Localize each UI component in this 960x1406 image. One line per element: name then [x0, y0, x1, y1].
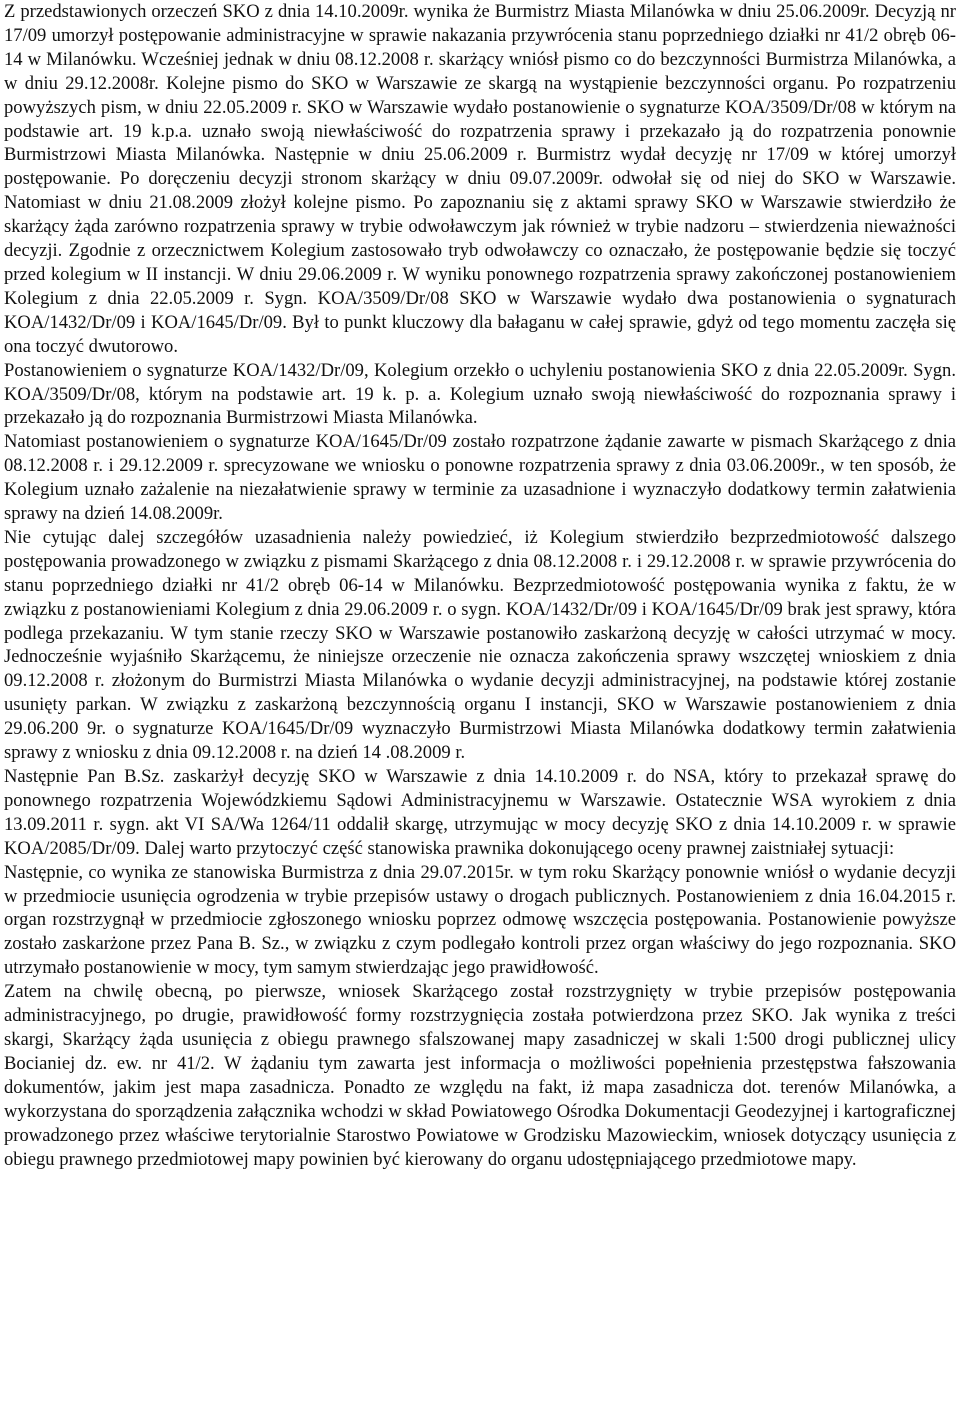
document-body [4, 0, 956, 1171]
paragraph-7: Zatem na chwilę obecną, po pierwsze, wniosek Skarżącego został rozstrzygnięty w trybie przepisów postępowania administracyjnego, po drugie, prawidłowość formy rozstrzygnięcia została potwierdzona przez SKO. Jak wynika z treści skargi, Skarżący żąda usunięcia z obiegu prawnego sfalszowanej mapy zasadniczej w skali 1:500 drogi publicznej ulicy Bocianiej dz. ew. nr 41/2. W żądaniu tym zawarta jest informacja o możliwości popełnienia przestępstwa fałszowania dokumentów, jakim jest mapa zasadnicza. Ponadto ze względu na fakt, iż mapa zasadnicza dot. terenów Milanówka, a wykorzystana do sporządzenia załącznika wchodzi w skład Powiatowego Ośrodka Dokumentacji Geodezyjnej i kartograficznej prowadzonego przez właściwe terytorialnie Starostwo Powiatowe w Grodzisku Mazowieckim, wniosek dotyczący usunięcia z obiegu prawnego przedmiotowej mapy powinien być kierowany do organu udostępniającego przedmiotowe mapy. [4, 981, 956, 1170]
paragraph-1: Z przedstawionych orzeczeń SKO z dnia 14.10.2009r. wynika że Burmistrz Miasta Milanówka w dniu 25.06.2009r. Decyzją nr 17/09 umorzył postępowanie administracyjne w sprawie nakazania przywrócenia stanu poprzedniego działki nr 41/2 obręb 06-14 w Milanówku. Wcześniej jednak w dniu 08.12.2008 r. skarżący wniósł pismo co do bezczynności Burmistrza Milanówka, a w dniu 29.12.2008r. Kolejne pismo do SKO w Warszawie ze skargą na wystąpienie bezczynności organu. Po rozpatrzeniu powyższych pism, w dniu 22.05.2009 r. SKO w Warszawie wydało postanowienie o sygnaturze KOA/3509/Dr/08 w którym na podstawie art. 19 k.p.a. uznało swoją niewłaściwość do rozpatrzenia sprawy i przekazało ją do rozpatrzenia ponownie Burmistrzowi Miasta Milanówka. Następnie w dniu 25.06.2009 r. Burmistrz wydał decyzję nr 17/09 w której umorzył postępowanie. Po doręczeniu decyzji stronom skarżący w dniu 09.07.2009r. odwołał się od niej do SKO w Warszawie. Natomiast w dniu 21.08.2009 złożył kolejne pismo. Po zapoznaniu się z aktami sprawy SKO w Warszawie stwierdziło że skarżący żąda zarówno rozpatrzenia sprawy w trybie odwoławczym jak również w trybie nadzoru – stwierdzenia nieważności decyzji. Zgodnie z orzecznictwem Kolegium zastosowało tryb odwoławczy co oznaczało, że postępowanie będzie się toczyć przed kolegium w II instancji. W dniu 29.06.2009 r. W wyniku ponownego rozpatrzenia sprawy zakończonej postanowieniem Kolegium z dnia 22.05.2009 r. Sygn. KOA/3509/Dr/08 SKO w Warszawie wydało dwa postanowienia o sygnaturach KOA/1432/Dr/09 i KOA/1645/Dr/09. Był to punkt kluczowy dla bałaganu w całej sprawie, gdyż od tego momentu zaczęła się ona toczyć dwutorowo. [4, 1, 956, 357]
paragraph-4: Nie cytując dalej szczegółów uzasadnienia należy powiedzieć, iż Kolegium stwierdziło bezprzedmiotowość dalszego postępowania prowadzonego w związku z pismami Skarżącego z dnia 08.12.2008 r. i 29.12.2008 r. w sprawie przywrócenia do stanu poprzedniego działki nr 41/2 obręb 06-14 w Milanówku. Bezprzedmiotowość postępowania wynika z faktu, że w związku z postanowieniami Kolegium z dnia 29.06.2009 r. o sygn. KOA/1432/Dr/09 i KOA/1645/Dr/09 brak jest sprawy, która podlega przekazaniu. W tym stanie rzeczy SKO w Warszawie postanowiło zaskarżoną decyzję w całości utrzymać w mocy. Jednocześnie wyjaśniło Skarżącemu, że niniejsze orzeczenie nie oznacza zakończenia sprawy wszczętej wnioskiem z dnia 09.12.2008 r. złożonym do Burmistrzi Miasta Milanówka o wydanie decyzji administracyjnej, na podstawie której zostanie usunięty parkan. W związku z zaskarżoną bezczynnością organu I instancji, SKO w Warszawie postanowieniem z dnia 29.06.200 9r. o sygnaturze KOA/1645/Dr/09 wyznaczyło Burmistrzowi Miasta Milanówka dodatkowy termin załatwienia sprawy z wniosku z dnia 09.12.2008 r. na dzień 14 .08.2009 r. [4, 526, 956, 764]
paragraph-5: Następnie Pan B.Sz. zaskarżył decyzję SKO w Warszawie z dnia 14.10.2009 r. do NSA, który to przekazał sprawę do ponownego rozpatrzenia Wojewódzkiemu Sądowi Administracyjnemu w Warszawie. Ostatecznie WSA wyrokiem z dnia 13.09.2011 r. sygn. akt VI SA/Wa 1264/11 oddalił skargę, utrzymując w mocy decyzję SKO z dnia 14.10.2009 r. w sprawie KOA/2085/Dr/09. Dalej warto przytoczyć część stanowiska prawnika dokonującego oceny prawnej zaistniałej sytuacji: [4, 766, 956, 859]
paragraph-3: Natomiast postanowieniem o sygnaturze KOA/1645/Dr/09 zostało rozpatrzone żądanie zawarte w pismach Skarżącego z dnia 08.12.2008 r. i 29.12.2009 r. sprecyzowane we wniosku o ponowne rozpatrzenia sprawy z dnia 03.06.2009r., w ten sposób, że Kolegium uznało zażalenie na niezałatwienie sprawy w terminie za uzasadnione i wyznaczyło dodatkowy termin załatwienia sprawy na dzień 14.08.2009r. [4, 431, 956, 525]
paragraph-6: Następnie, co wynika ze stanowiska Burmistrza z dnia 29.07.2015r. w tym roku Skarżący ponownie wniósł o wydanie decyzji w przedmiocie usunięcia ogrodzenia w trybie przepisów ustawy o drogach publicznych. Postanowieniem z dnia 16.04.2015 r. organ rozstrzygnął w przedmiocie zgłoszonego wniosku poprzez odmowę wszczęcia postępowania. Postanowienie powyższe zostało zaskarżone przez Pana B. Sz., w związku z czym podlegało kontroli przez organ właściwy do jego rozpoznania. SKO utrzymało postanowienie w mocy, tym samym stwierdzając jego prawidłowość. [4, 861, 956, 979]
paragraph-2: Postanowieniem o sygnaturze KOA/1432/Dr/09, Kolegium orzekło o uchyleniu postanowienia SKO z dnia 22.05.2009r. Sygn. KOA/3509/Dr/08, którym na podstawie art. 19 k. p. a. Kolegium uznało swoją niewłaściwość do rozpoznania sprawy i przekazało ją do rozpoznania Burmistrzowi Miasta Milanówka. [4, 359, 956, 429]
